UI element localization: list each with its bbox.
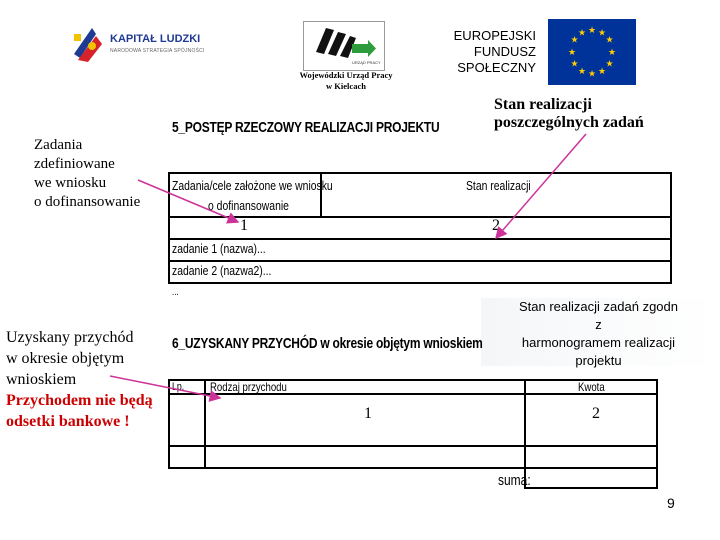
note-line4: projektu [575, 353, 622, 368]
note-line1: Stan realizacji zadań zgodn [519, 299, 678, 314]
svg-text:★: ★ [577, 28, 587, 39]
section6-title: 6_UZYSKANY PRZYCHÓD w okresie objętym wnioskiem [172, 335, 483, 352]
section5-col1-number: 1 [240, 217, 248, 234]
efs-line1: EUROPEJSKI [453, 28, 536, 43]
svg-text:★: ★ [587, 26, 597, 36]
note-line2: z [595, 317, 602, 332]
page-number: 9 [667, 495, 675, 511]
svg-text:★: ★ [605, 59, 614, 70]
arrow-przychod [110, 376, 220, 398]
section6-col2-header: Kwota [578, 380, 605, 394]
section5-col2-header: Stan realizacji [466, 178, 531, 193]
svg-text:★: ★ [567, 48, 577, 58]
svg-text:★: ★ [597, 28, 607, 39]
kapital-ludzki-subtitle: NARODOWA STRATEGIA SPÓJNOŚCI [110, 48, 205, 54]
section5-col2-number: 2 [492, 217, 500, 234]
annotation-przychod-line2: w okresie objętym [6, 350, 125, 367]
arrow-zadania [138, 180, 238, 222]
annotation-przychod-line1: Uzyskany przychód [6, 329, 134, 346]
annotation-przychod-line3: wnioskiem [6, 371, 77, 388]
section6-col-lp: Lp. [172, 381, 185, 393]
section5-title: 5_POSTĘP RZECZOWY REALIZACJI PROJEKTU [172, 119, 440, 136]
annotation-zadania-line3: we wniosku [34, 175, 107, 191]
svg-text:★: ★ [607, 48, 617, 58]
section6-sum-label: suma: [498, 472, 531, 489]
svg-text:★: ★ [587, 69, 597, 80]
callout-right-line2: poszczególnych zadań [494, 114, 644, 131]
svg-text:★: ★ [605, 35, 614, 46]
arrow-stan-realizacji [496, 134, 586, 238]
annotation-zadania-line4: o dofinansowanie [34, 194, 141, 210]
annotation-zadania-line2: zdefiniowane [34, 156, 115, 172]
svg-text:★: ★ [570, 59, 579, 70]
wup-caption-line1: Wojewódzki Urząd Pracy [299, 70, 393, 80]
section6-col2-number: 2 [592, 405, 600, 422]
section5-row-2: zadanie 2 (nazwa2)... [172, 263, 272, 278]
annotation-zadania-line1: Zadania [34, 137, 83, 153]
svg-text:★: ★ [597, 67, 607, 77]
wup-caption-line2: w Kielcach [326, 81, 366, 91]
section5-col1-header-line1: Zadania/cele założone we wniosku [172, 178, 333, 193]
note-line3: harmonogramem realizacji [521, 335, 676, 350]
section5-row-1: zadanie 1 (nazwa)... [172, 241, 266, 256]
svg-text:★: ★ [570, 35, 579, 46]
section5-row-3: ... [172, 287, 179, 298]
kapital-ludzki-title: KAPITAŁ LUDZKI [110, 33, 201, 45]
section6-col1-header: Rodzaj przychodu [210, 380, 287, 394]
wup-badge-text: URZĄD PRACY [352, 60, 381, 65]
annotation-odsetki-line1: Przychodem nie będą [6, 392, 153, 409]
section5-col1-header-line2: o dofinansowanie [208, 198, 289, 213]
efs-line2: FUNDUSZ [473, 44, 536, 59]
callout-right-line1: Stan realizacji [494, 96, 592, 113]
annotation-odsetki-line2: odsetki bankowe ! [6, 413, 130, 430]
efs-line3: SPOŁECZNY [457, 60, 536, 75]
section6-col1-number: 1 [364, 405, 372, 422]
svg-text:★: ★ [577, 67, 587, 77]
